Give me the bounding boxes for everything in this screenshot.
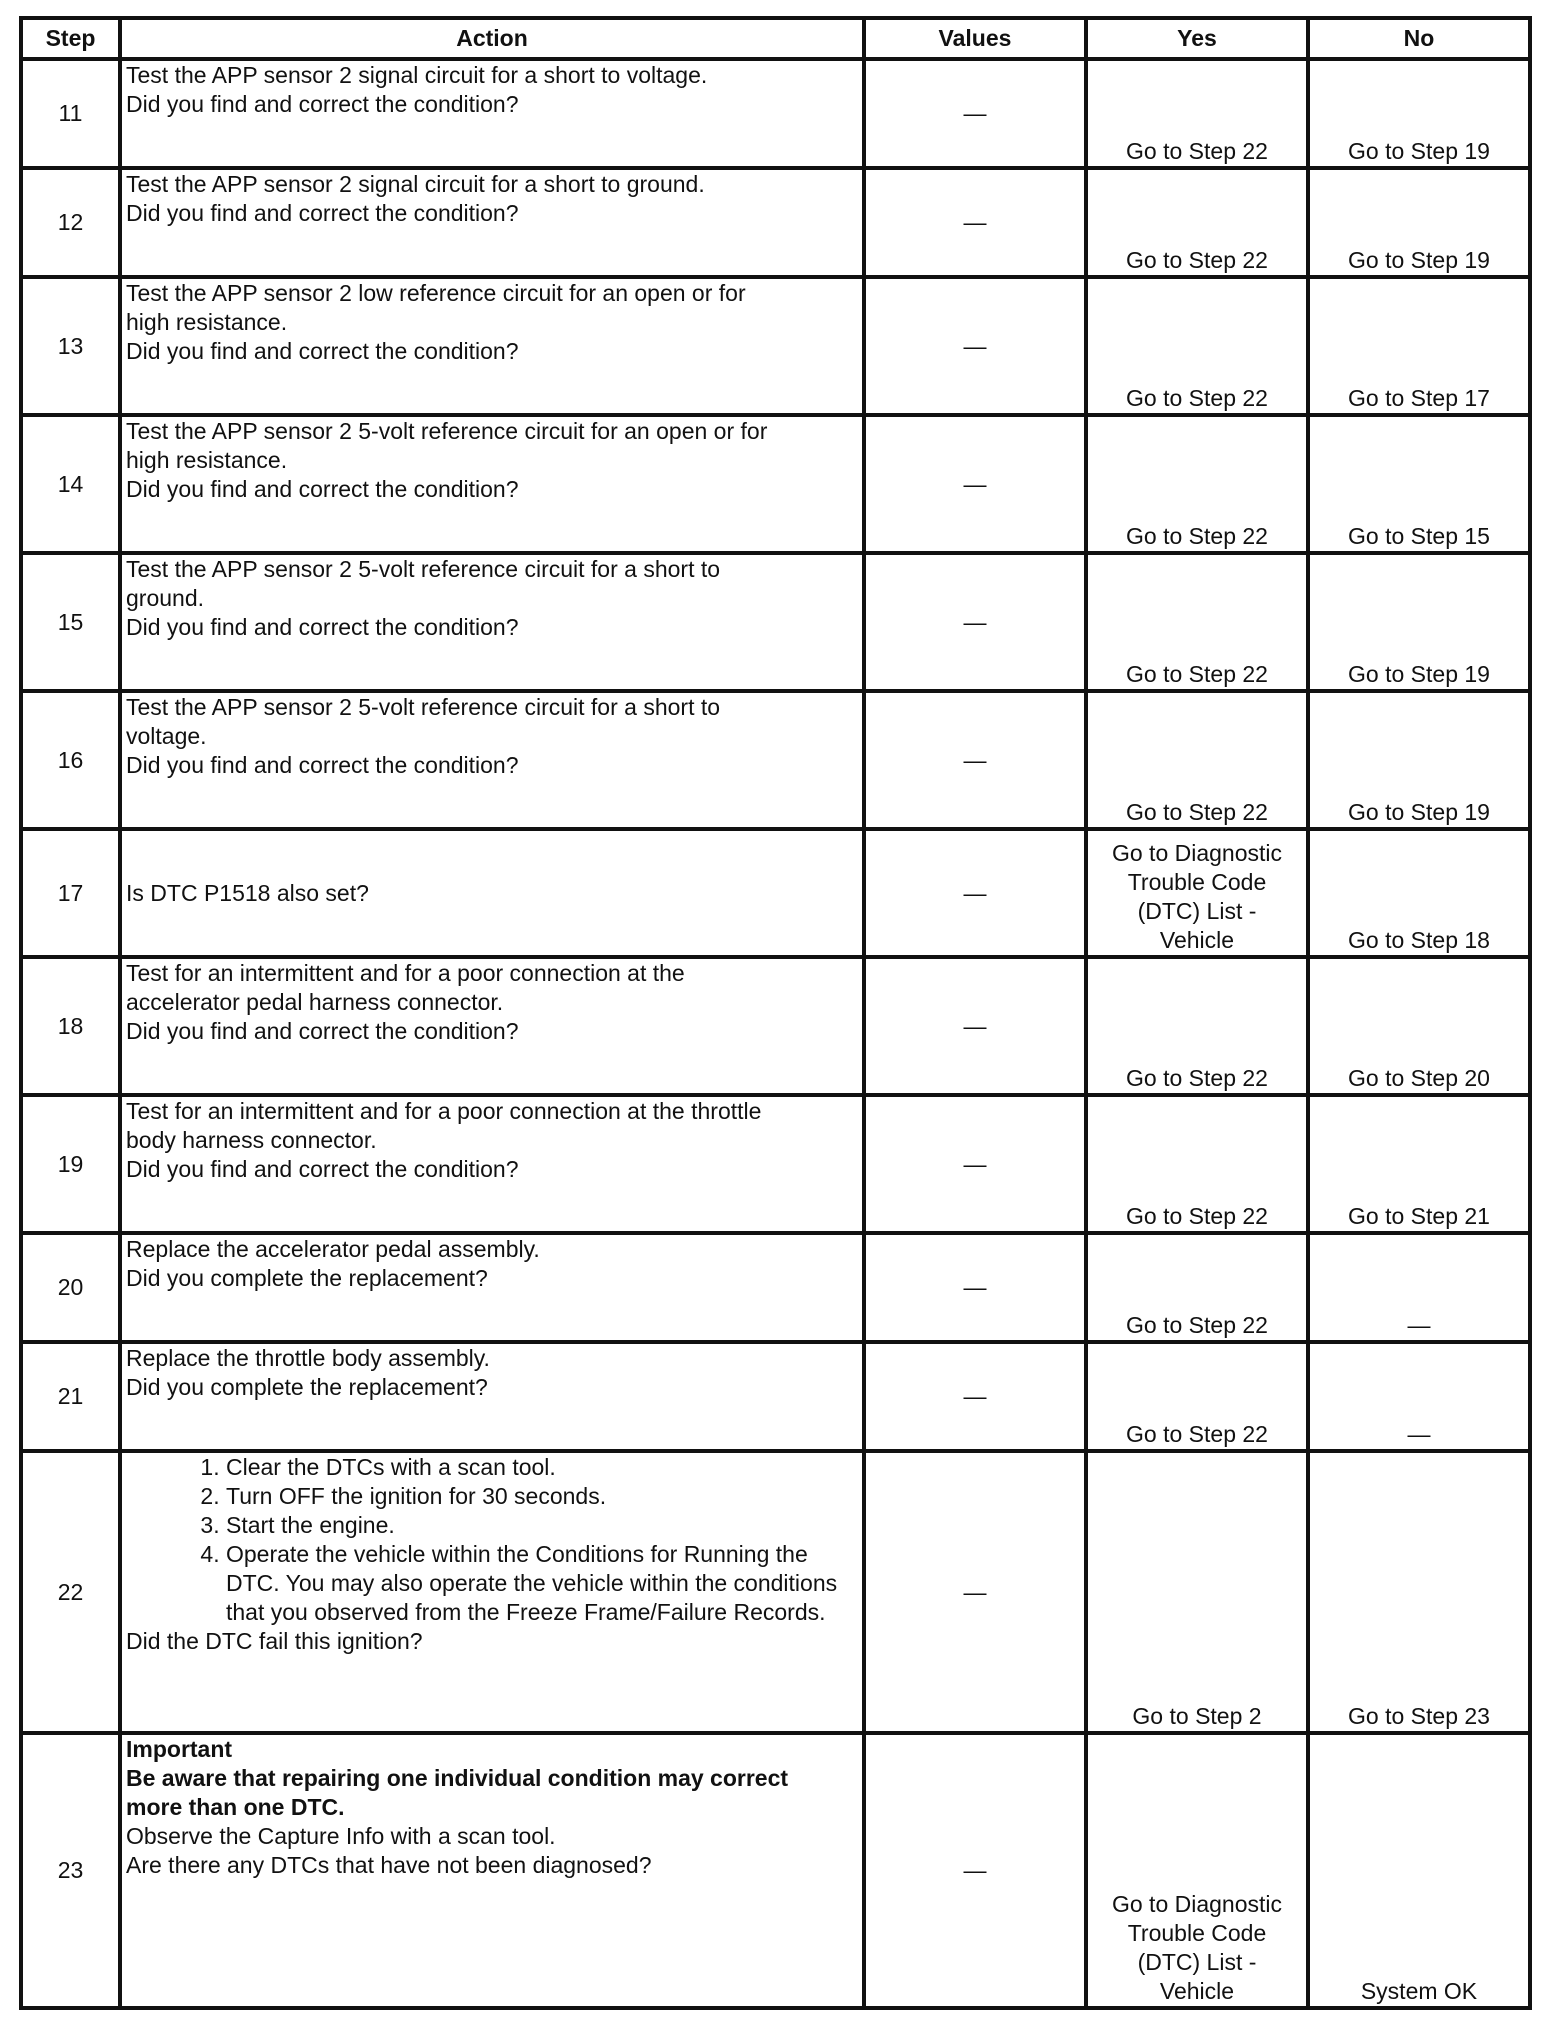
values-cell: — — [864, 829, 1086, 957]
action-cell — [120, 277, 864, 415]
action-cell — [120, 59, 864, 168]
action-line: voltage. — [126, 723, 207, 749]
yes-line: Go to Diagnostic — [1111, 1891, 1283, 1917]
header-action: Action — [120, 18, 864, 59]
no-cell: Go to Step 19 — [1308, 691, 1530, 829]
yes-line: Vehicle — [1159, 927, 1235, 953]
action-line: Test the APP sensor 2 5-volt reference circuit for a short to — [126, 694, 721, 720]
list-item: 4. Operate the vehicle within the Conditions for Running the DTC. You may also operate the vehicle within the conditions that you observed from the Freeze Frame/Failure Records. — [226, 1540, 856, 1627]
question-text: Did you find and correct the condition? — [126, 1156, 519, 1182]
values-cell: — — [864, 1342, 1086, 1451]
yes-cell: Go to Step 22 — [1086, 277, 1308, 415]
action-line: ground. — [126, 585, 205, 611]
no-cell: — — [1308, 1233, 1530, 1342]
observe-text: Observe the Capture Info with a scan tool. — [126, 1823, 556, 1849]
table-row — [21, 1233, 1530, 1342]
yes-cell: Go to Step 22 — [1086, 1342, 1308, 1451]
question-text: Is DTC P1518 also set? — [126, 879, 369, 906]
table-row — [21, 553, 1530, 691]
action-cell — [120, 553, 864, 691]
yes-line: (DTC) List - — [1137, 898, 1257, 924]
action-line: Test the APP sensor 2 5-volt reference circuit for a short to — [126, 556, 721, 582]
yes-line: (DTC) List - — [1137, 1949, 1257, 1975]
action-cell — [120, 1233, 864, 1342]
table-row — [21, 829, 1530, 957]
no-cell: Go to Step 19 — [1308, 168, 1530, 277]
question-text: Did you find and correct the condition? — [126, 1018, 519, 1044]
values-cell: — — [864, 277, 1086, 415]
table-row — [21, 1095, 1530, 1233]
yes-line: Trouble Code — [1127, 1920, 1267, 1946]
action-line: Test the APP sensor 2 signal circuit for a short to voltage. — [126, 62, 708, 88]
list-item: 2. Turn OFF the ignition for 30 seconds. — [226, 1482, 856, 1511]
action-cell — [120, 957, 864, 1095]
action-cell — [120, 1451, 864, 1733]
table-row — [21, 1451, 1530, 1733]
no-cell: System OK — [1308, 1733, 1530, 2008]
values-cell: — — [864, 59, 1086, 168]
yes-cell — [1086, 829, 1308, 957]
no-cell: Go to Step 18 — [1308, 829, 1530, 957]
no-cell: Go to Step 19 — [1308, 553, 1530, 691]
yes-cell: Go to Step 2 — [1086, 1451, 1308, 1733]
no-cell: Go to Step 15 — [1308, 415, 1530, 553]
important-title: Important — [126, 1736, 233, 1762]
values-cell: — — [864, 415, 1086, 553]
procedure-list — [126, 1453, 856, 1627]
yes-line: Trouble Code — [1127, 869, 1267, 895]
values-cell: — — [864, 1451, 1086, 1733]
step-number: 11 — [21, 59, 120, 168]
action-cell — [120, 829, 864, 957]
diagnostic-table — [19, 16, 1532, 2010]
table-row — [21, 1342, 1530, 1451]
step-number: 20 — [21, 1233, 120, 1342]
header-no: No — [1308, 18, 1530, 59]
no-cell: Go to Step 23 — [1308, 1451, 1530, 1733]
step-number: 17 — [21, 829, 120, 957]
action-text — [126, 61, 856, 90]
important-line: more than one DTC. — [126, 1794, 345, 1820]
yes-line: Vehicle — [1159, 1978, 1235, 2004]
table-row — [21, 277, 1530, 415]
question-text: Did you complete the replacement? — [126, 1374, 488, 1400]
action-text — [126, 693, 856, 751]
yes-cell: Go to Step 22 — [1086, 1233, 1308, 1342]
action-line: high resistance. — [126, 447, 288, 473]
action-text — [126, 1235, 856, 1264]
values-cell: — — [864, 168, 1086, 277]
step-number: 14 — [21, 415, 120, 553]
yes-cell: Go to Step 22 — [1086, 553, 1308, 691]
action-line: body harness connector. — [126, 1127, 377, 1153]
yes-cell: Go to Step 22 — [1086, 168, 1308, 277]
no-cell: Go to Step 21 — [1308, 1095, 1530, 1233]
step-number: 12 — [21, 168, 120, 277]
table-row — [21, 691, 1530, 829]
action-cell — [120, 1095, 864, 1233]
header-values: Values — [864, 18, 1086, 59]
list-item: 1. Clear the DTCs with a scan tool. — [226, 1453, 856, 1482]
important-line: Be aware that repairing one individual condition may correct — [126, 1765, 789, 1791]
values-cell: — — [864, 553, 1086, 691]
action-line: Replace the throttle body assembly. — [126, 1345, 490, 1371]
no-cell: — — [1308, 1342, 1530, 1451]
question-text: Did you complete the replacement? — [126, 1265, 488, 1291]
table-row — [21, 1733, 1530, 2008]
action-text — [126, 170, 856, 199]
table-row — [21, 168, 1530, 277]
step-number: 21 — [21, 1342, 120, 1451]
question-text: Did you find and correct the condition? — [126, 614, 519, 640]
yes-cell: Go to Step 22 — [1086, 691, 1308, 829]
values-cell: — — [864, 1233, 1086, 1342]
question-text: Are there any DTCs that have not been diagnosed? — [126, 1852, 652, 1878]
step-number: 23 — [21, 1733, 120, 2008]
action-text — [126, 279, 856, 337]
values-cell: — — [864, 691, 1086, 829]
action-line: Replace the accelerator pedal assembly. — [126, 1236, 540, 1262]
question-text: Did you find and correct the condition? — [126, 338, 519, 364]
header-step: Step — [21, 18, 120, 59]
action-cell — [120, 691, 864, 829]
values-cell: — — [864, 1733, 1086, 2008]
action-text — [126, 1097, 856, 1155]
header-yes: Yes — [1086, 18, 1308, 59]
question-text: Did you find and correct the condition? — [126, 200, 519, 226]
question-text: Did the DTC fail this ignition? — [126, 1628, 423, 1654]
yes-cell: Go to Step 22 — [1086, 957, 1308, 1095]
no-cell: Go to Step 20 — [1308, 957, 1530, 1095]
action-line: Test for an intermittent and for a poor connection at the throttle — [126, 1098, 762, 1124]
no-cell: Go to Step 17 — [1308, 277, 1530, 415]
step-number: 18 — [21, 957, 120, 1095]
no-cell: Go to Step 19 — [1308, 59, 1530, 168]
yes-cell: Go to Step 22 — [1086, 1095, 1308, 1233]
action-cell — [120, 415, 864, 553]
table-row — [21, 957, 1530, 1095]
step-number: 15 — [21, 553, 120, 691]
table-row — [21, 415, 1530, 553]
action-line: Test the APP sensor 2 low reference circuit for an open or for — [126, 280, 746, 306]
action-text — [126, 417, 856, 475]
yes-cell: Go to Step 22 — [1086, 415, 1308, 553]
action-line: Test the APP sensor 2 signal circuit for a short to ground. — [126, 171, 705, 197]
action-cell — [120, 168, 864, 277]
list-item: 3. Start the engine. — [226, 1511, 856, 1540]
values-cell: — — [864, 957, 1086, 1095]
yes-cell: Go to Step 22 — [1086, 59, 1308, 168]
action-text — [126, 555, 856, 613]
action-line: high resistance. — [126, 309, 288, 335]
question-text: Did you find and correct the condition? — [126, 752, 519, 778]
yes-cell — [1086, 1733, 1308, 2008]
action-text — [126, 959, 856, 1017]
action-cell — [120, 1342, 864, 1451]
values-cell: — — [864, 1095, 1086, 1233]
yes-line: Go to Diagnostic — [1111, 840, 1283, 866]
header-row — [21, 18, 1530, 59]
action-line: Test the APP sensor 2 5-volt reference circuit for an open or for — [126, 418, 768, 444]
step-number: 22 — [21, 1451, 120, 1733]
action-text — [126, 1344, 856, 1373]
action-cell — [120, 1733, 864, 2008]
important-note — [126, 1764, 856, 1822]
table-row — [21, 59, 1530, 168]
question-text: Did you find and correct the condition? — [126, 476, 519, 502]
action-line: accelerator pedal harness connector. — [126, 989, 504, 1015]
action-line: Test for an intermittent and for a poor connection at the — [126, 960, 685, 986]
step-number: 13 — [21, 277, 120, 415]
step-number: 16 — [21, 691, 120, 829]
step-number: 19 — [21, 1095, 120, 1233]
question-text: Did you find and correct the condition? — [126, 91, 519, 117]
